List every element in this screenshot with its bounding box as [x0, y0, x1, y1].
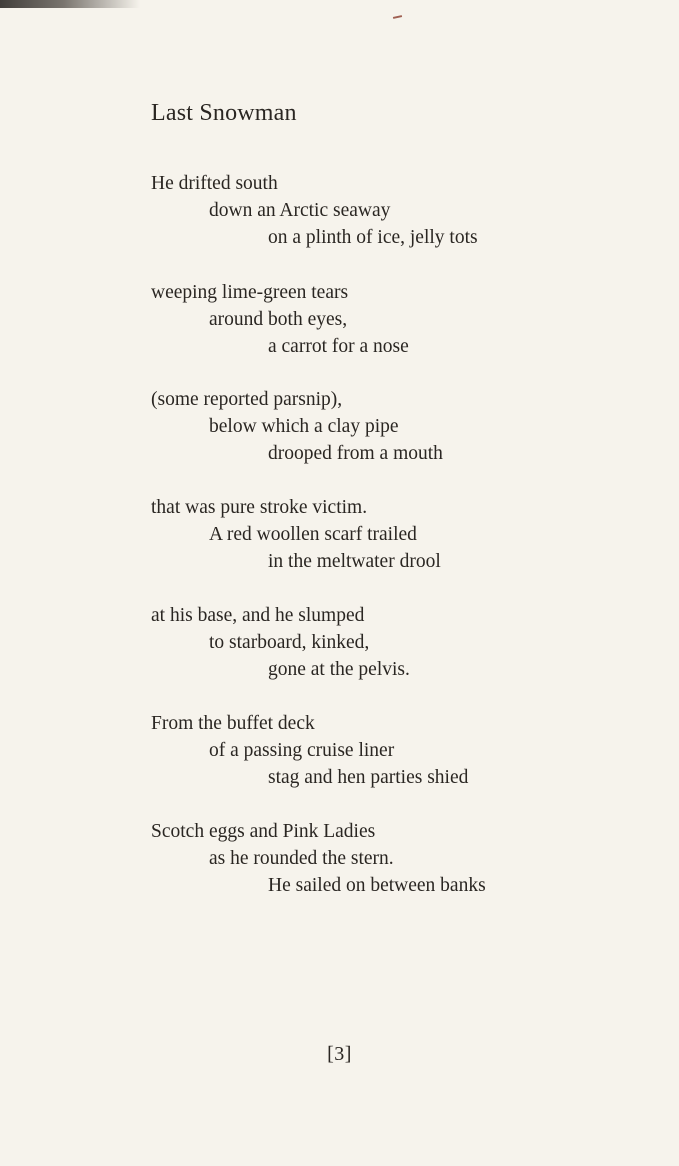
poem-line: around both eyes,: [209, 309, 348, 330]
poem-line: below which a clay pipe: [209, 416, 399, 437]
stanza-4: [151, 494, 591, 575]
stanza-1: [151, 170, 591, 251]
stanza-3: [151, 386, 591, 467]
poem-line: as he rounded the stern.: [209, 848, 394, 869]
poem-line: in the meltwater drool: [268, 551, 441, 572]
poem-line: He drifted south: [151, 173, 278, 194]
poem-line: on a plinth of ice, jelly tots: [268, 227, 478, 248]
poem-line: A red woollen scarf trailed: [209, 524, 417, 545]
poem-line: to starboard, kinked,: [209, 632, 370, 653]
poem-line: From the buffet deck: [151, 713, 315, 734]
stanza-7: [151, 818, 591, 899]
page-number: [3]: [327, 1043, 352, 1065]
page-edge-shadow: [0, 0, 140, 8]
poem-line: of a passing cruise liner: [209, 740, 395, 761]
poem-line: gone at the pelvis.: [268, 659, 410, 680]
stanza-5: [151, 602, 591, 683]
poem-line: (some reported parsnip),: [151, 389, 343, 410]
poem-line: drooped from a mouth: [268, 443, 443, 464]
stanza-2: [151, 279, 591, 360]
poem-line: He sailed on between banks: [268, 875, 486, 896]
poem-line: Scotch eggs and Pink Ladies: [151, 821, 376, 842]
poem-line: a carrot for a nose: [268, 336, 409, 357]
poem-title: Last Snowman: [151, 100, 297, 126]
poem-line: that was pure stroke victim.: [151, 497, 368, 518]
poem-line: weeping lime-green tears: [151, 282, 349, 303]
poem-line: at his base, and he slumped: [151, 605, 365, 626]
poem-line: stag and hen parties shied: [268, 767, 469, 788]
stanza-6: [151, 710, 591, 791]
paper-mark: [393, 15, 402, 19]
poem-line: down an Arctic seaway: [209, 200, 391, 221]
